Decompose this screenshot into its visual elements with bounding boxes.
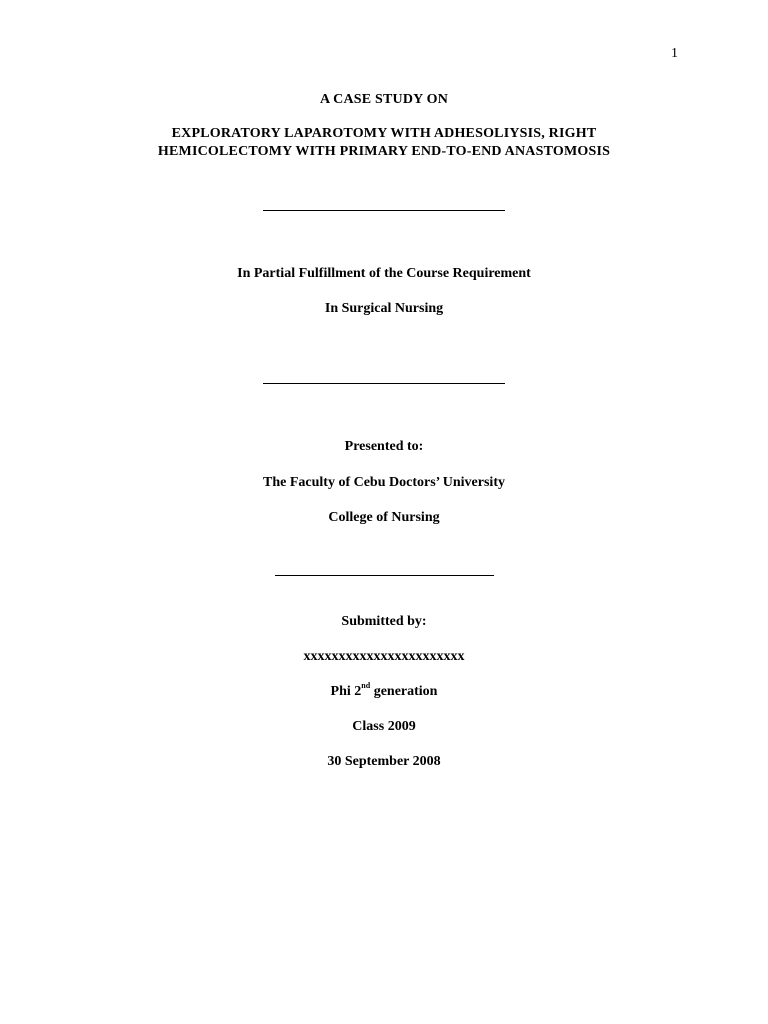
divider-rule-1 xyxy=(263,210,505,211)
course-line: In Surgical Nursing xyxy=(324,301,444,316)
divider-rule-2 xyxy=(263,383,505,384)
procedure-title-line-1: EXPLORATORY LAPAROTOMY WITH ADHESOLIYSIS, RIGHT xyxy=(171,126,597,141)
case-study-heading: A CASE STUDY ON xyxy=(319,92,449,107)
class-line: Class 2009 xyxy=(352,719,416,734)
divider-rule-3 xyxy=(275,575,494,576)
generation-line xyxy=(0,683,768,701)
submitted-by-label: Submitted by: xyxy=(341,614,427,629)
generation-suffix: generation xyxy=(370,684,438,699)
date-line: 30 September 2008 xyxy=(327,754,441,769)
generation-superscript: nd xyxy=(361,681,371,691)
presented-to-label: Presented to: xyxy=(344,439,424,454)
student-name: xxxxxxxxxxxxxxxxxxxxxxx xyxy=(303,649,465,664)
procedure-title-line-2: HEMICOLECTOMY WITH PRIMARY END-TO-END ANASTOMOSIS xyxy=(157,144,611,159)
page-number: 1 xyxy=(671,46,678,61)
college-line: College of Nursing xyxy=(328,510,440,525)
generation-prefix: Phi 2 xyxy=(330,684,362,699)
faculty-line: The Faculty of Cebu Doctors’ University xyxy=(263,475,505,490)
requirement-line: In Partial Fulfillment of the Course Requirement xyxy=(237,266,531,281)
